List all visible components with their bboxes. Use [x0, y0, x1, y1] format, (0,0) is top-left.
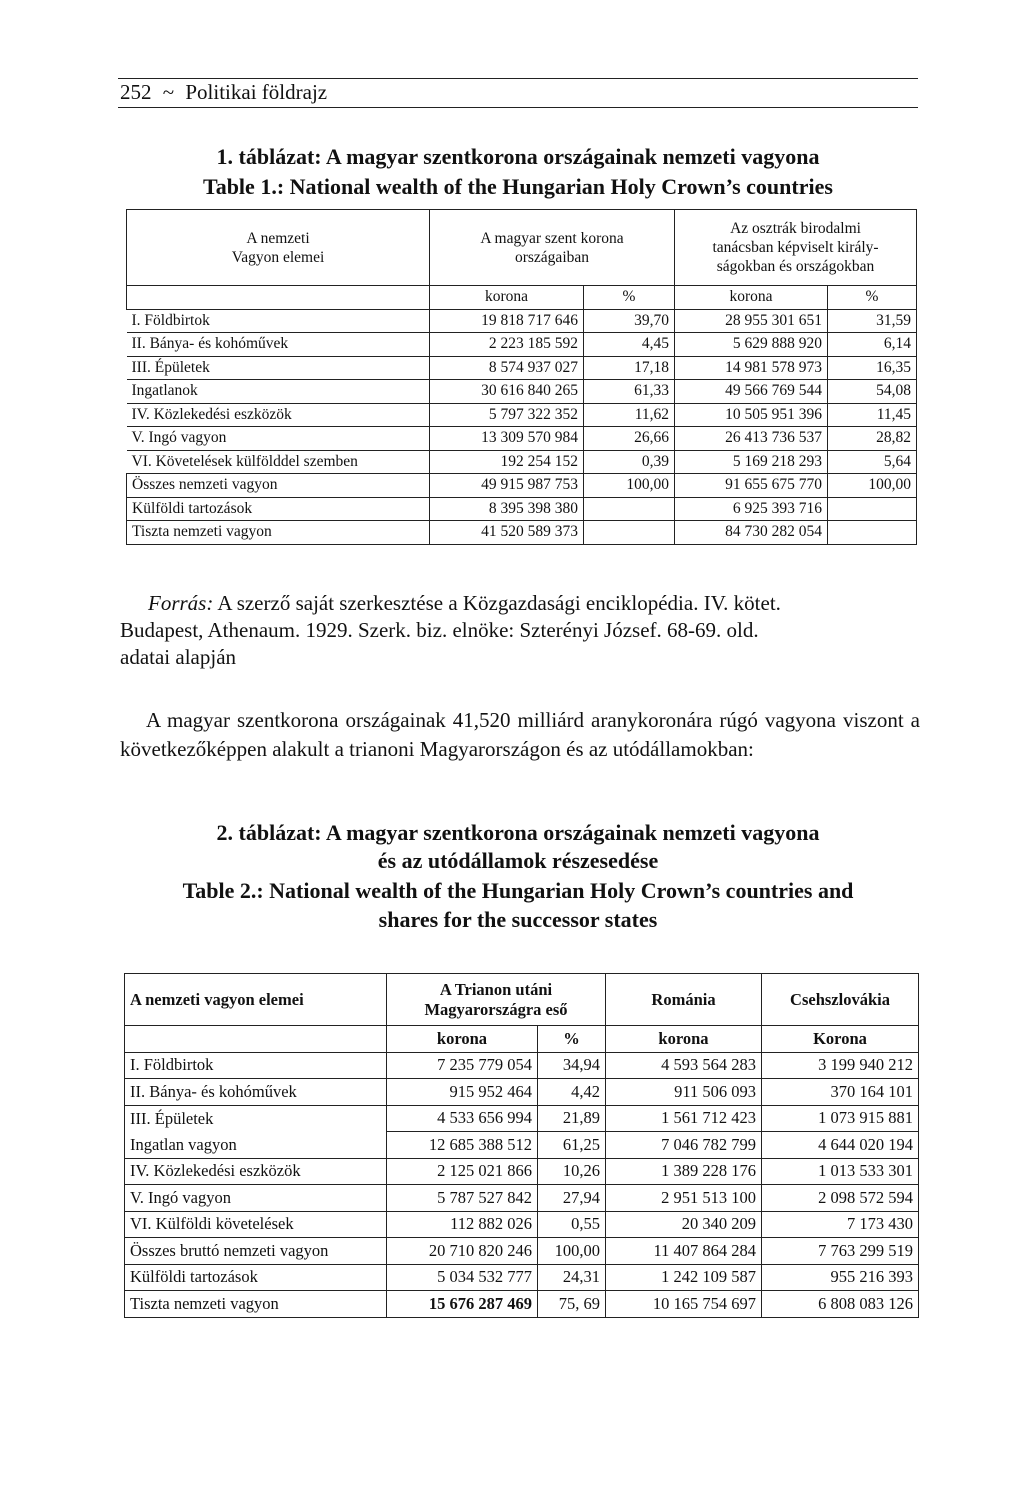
table2 [124, 973, 919, 1318]
table1 [126, 209, 917, 545]
table2-cell: 2 098 572 594 [762, 1185, 919, 1212]
table1-row [127, 333, 917, 357]
table1-sub-korona-a: korona [430, 286, 584, 310]
table2-cell: 915 952 464 [387, 1079, 538, 1106]
table2-cell: 7 235 779 054 [387, 1052, 538, 1079]
table2-cell: 34,94 [538, 1052, 606, 1079]
table1-row-label: Ingatlanok [127, 380, 430, 404]
table1-row-label: Összes nemzeti vagyon [127, 474, 430, 498]
table2-cell: 7 763 299 519 [762, 1238, 919, 1265]
table1-cell: 192 254 152 [430, 450, 584, 474]
table1-cell: 13 309 570 984 [430, 427, 584, 451]
table2-row [125, 1291, 919, 1318]
table2-cell: 20 340 209 [606, 1211, 762, 1238]
table1-cell: 54,08 [828, 380, 917, 404]
table2-cell: 11 407 864 284 [606, 1238, 762, 1265]
table2-row-label: I. Földbirtok [125, 1052, 387, 1079]
table2-sub-korona-b: korona [606, 1026, 762, 1053]
table1-cell: 84 730 282 054 [675, 521, 828, 545]
source-note [120, 590, 920, 671]
table1-cell: 10 505 951 396 [675, 403, 828, 427]
table1-row-label: VI. Követelések külfölddel szemben [127, 450, 430, 474]
table2-col-item: A nemzeti vagyon elemei [125, 974, 387, 1026]
table1-row [127, 450, 917, 474]
table1-row-label: I. Földbirtok [127, 309, 430, 333]
table1-cell: 5,64 [828, 450, 917, 474]
table2-cell: 24,31 [538, 1264, 606, 1291]
table1-row [127, 427, 917, 451]
table2-col-a: A Trianon utáni Magyarországra eső [387, 974, 606, 1026]
table2-cell: 1 073 915 881 [762, 1105, 919, 1132]
table1-cell [584, 521, 675, 545]
table2-row [125, 1264, 919, 1291]
table2-row-label: Összes bruttó nemzeti vagyon [125, 1238, 387, 1265]
table1-row [127, 474, 917, 498]
table1-cell: 28 955 301 651 [675, 309, 828, 333]
table1-cell: 14 981 578 973 [675, 356, 828, 380]
table2-cell: 370 164 101 [762, 1079, 919, 1106]
table1-cell: 30 616 840 265 [430, 380, 584, 404]
table1-cell: 6 925 393 716 [675, 497, 828, 521]
table2-cell: 2 125 021 866 [387, 1158, 538, 1185]
source-text1: A szerző saját szerkesztése a Közgazdasági enciklopédia. IV. kötet. [213, 591, 781, 615]
table1-cell: 5 797 322 352 [430, 403, 584, 427]
table2-row [125, 1158, 919, 1185]
table1-row [127, 309, 917, 333]
table2-cell: 12 685 388 512 [387, 1132, 538, 1159]
table1-row-label: IV. Közlekedési eszközök [127, 403, 430, 427]
table1-cell: 8 574 937 027 [430, 356, 584, 380]
table2-row-label: IV. Közlekedési eszközök [125, 1158, 387, 1185]
table1-row-label: Tiszta nemzeti vagyon [127, 521, 430, 545]
table2-cell: 7 046 782 799 [606, 1132, 762, 1159]
table2-cell: 20 710 820 246 [387, 1238, 538, 1265]
table2-row [125, 1211, 919, 1238]
table2-cell: 1 561 712 423 [606, 1105, 762, 1132]
table2-cell: 21,89 [538, 1105, 606, 1132]
table1-cell: 5 629 888 920 [675, 333, 828, 357]
table1-cell: 41 520 589 373 [430, 521, 584, 545]
table2-col-b: Románia [606, 974, 762, 1026]
table1-cell: 100,00 [828, 474, 917, 498]
table1-title-hu: 1. táblázat: A magyar szentkorona országainak nemzeti vagyona [216, 144, 820, 169]
table2-row-label: II. Bánya- és kohóművek [125, 1079, 387, 1106]
source-label: Forrás: [148, 591, 214, 615]
table2-cell: 5 034 532 777 [387, 1264, 538, 1291]
table1-cell: 11,62 [584, 403, 675, 427]
table2-sub-pct-a: % [538, 1026, 606, 1053]
table2-cell: 955 216 393 [762, 1264, 919, 1291]
table1-cell: 16,35 [828, 356, 917, 380]
table1-cell: 61,33 [584, 380, 675, 404]
table1-cell: 28,82 [828, 427, 917, 451]
table2-cell: 2 951 513 100 [606, 1185, 762, 1212]
table2-cell: 1 389 228 176 [606, 1158, 762, 1185]
page-number: 252 [120, 80, 152, 104]
table2-title-en-2: shares for the successor states [378, 907, 658, 932]
table1-cell: 49 566 769 544 [675, 380, 828, 404]
table2-cell: 4 533 656 994 [387, 1105, 538, 1132]
table2-cell: 1 242 109 587 [606, 1264, 762, 1291]
table2-cell: 1 013 533 301 [762, 1158, 919, 1185]
table2-cell: 10,26 [538, 1158, 606, 1185]
table1-cell [828, 497, 917, 521]
table2-row [125, 1052, 919, 1079]
table2-title-en-1: Table 2.: National wealth of the Hungarian Holy Crown’s countries and [182, 878, 854, 903]
table1-sub-pct-a: % [584, 286, 675, 310]
table1-title-en: Table 1.: National wealth of the Hungarian Holy Crown’s countries [203, 174, 833, 199]
table2-row-label: Külföldi tartozások [125, 1264, 387, 1291]
table2-col-c: Csehszlovákia [762, 974, 919, 1026]
table2-title-hu-2: és az utódállamok részesedése [377, 848, 659, 873]
table2-header-row [125, 974, 919, 1026]
table2-cell: 27,94 [538, 1185, 606, 1212]
table2-row-label: V. Ingó vagyon [125, 1185, 387, 1212]
body-paragraph: A magyar szentkorona országainak 41,520 milliárd aranykoronára rúgó vagyona viszont a következőképpen alakult a trianoni Magyarországon és az utódállamokban: [120, 708, 920, 761]
table2-row [125, 1132, 919, 1159]
table2-row [125, 1079, 919, 1106]
table1-cell [584, 497, 675, 521]
table1-row-label: II. Bánya- és kohóművek [127, 333, 430, 357]
table2-cell: 6 808 083 126 [762, 1291, 919, 1318]
table1-col-b: Az osztrák birodalmi tanácsban képviselt király- ságokban és országokban [675, 210, 917, 286]
table1-row-label: III. Épületek [127, 356, 430, 380]
table1-cell: 11,45 [828, 403, 917, 427]
table2-cell: 3 199 940 212 [762, 1052, 919, 1079]
table2-sub-korona-a: korona [387, 1026, 538, 1053]
table2-cell: 100,00 [538, 1238, 606, 1265]
table1-row-label: V. Ingó vagyon [127, 427, 430, 451]
table2-cell: 61,25 [538, 1132, 606, 1159]
table2-cell: 15 676 287 469 [387, 1291, 538, 1318]
table2-row-label: Ingatlan vagyon [125, 1132, 387, 1159]
table1-cell: 4,45 [584, 333, 675, 357]
table1-cell: 91 655 675 770 [675, 474, 828, 498]
table1-cell: 6,14 [828, 333, 917, 357]
table1-cell: 17,18 [584, 356, 675, 380]
table2-title-hu-1: 2. táblázat: A magyar szentkorona országainak nemzeti vagyona [216, 820, 820, 845]
table2-row [125, 1105, 919, 1132]
table1-cell: 39,70 [584, 309, 675, 333]
table2-row [125, 1238, 919, 1265]
table1-cell: 8 395 398 380 [430, 497, 584, 521]
table1-cell: 2 223 185 592 [430, 333, 584, 357]
table2-cell: 0,55 [538, 1211, 606, 1238]
source-text3: adatai alapján [120, 645, 237, 669]
table2-cell: 5 787 527 842 [387, 1185, 538, 1212]
table1-row [127, 380, 917, 404]
section-title: Politikai földrajz [185, 80, 328, 104]
table1-row-label: Külföldi tartozások [127, 497, 430, 521]
table1-col-a: A magyar szent korona országaiban [430, 210, 675, 286]
table1-cell: 49 915 987 753 [430, 474, 584, 498]
table1-cell [828, 521, 917, 545]
table2-row [125, 1185, 919, 1212]
table2-row-label: III. Épületek [125, 1105, 387, 1132]
table2-row-label: Tiszta nemzeti vagyon [125, 1291, 387, 1318]
table2-cell: 4 593 564 283 [606, 1052, 762, 1079]
table2-cell: 75, 69 [538, 1291, 606, 1318]
table1-cell: 0,39 [584, 450, 675, 474]
table1-row [127, 497, 917, 521]
table1-cell: 31,59 [828, 309, 917, 333]
table1-row [127, 356, 917, 380]
table2-subheader-row [125, 1026, 919, 1053]
table2-cell: 4,42 [538, 1079, 606, 1106]
table2-cell: 112 882 026 [387, 1211, 538, 1238]
table1-cell: 26 413 736 537 [675, 427, 828, 451]
table1-cell: 19 818 717 646 [430, 309, 584, 333]
table1-header-row [127, 210, 917, 286]
table1-row [127, 403, 917, 427]
running-header [118, 78, 918, 108]
table1-cell: 100,00 [584, 474, 675, 498]
table2-sub-korona-c: Korona [762, 1026, 919, 1053]
table1-cell: 5 169 218 293 [675, 450, 828, 474]
table1-sub-pct-b: % [828, 286, 917, 310]
table1-cell: 26,66 [584, 427, 675, 451]
table1-col-item: A nemzeti Vagyon elemei [127, 210, 430, 286]
table2-cell: 10 165 754 697 [606, 1291, 762, 1318]
header-separator: ~ [162, 80, 175, 104]
source-text2: Budapest, Athenaum. 1929. Szerk. biz. elnöke: Szterényi József. 68-69. old. [120, 618, 759, 642]
table1-subheader-row [127, 286, 917, 310]
table1-sub-korona-b: korona [675, 286, 828, 310]
table2-cell: 911 506 093 [606, 1079, 762, 1106]
table1-row [127, 521, 917, 545]
table2-cell: 7 173 430 [762, 1211, 919, 1238]
table2-cell: 4 644 020 194 [762, 1132, 919, 1159]
table2-row-label: VI. Külföldi követelések [125, 1211, 387, 1238]
